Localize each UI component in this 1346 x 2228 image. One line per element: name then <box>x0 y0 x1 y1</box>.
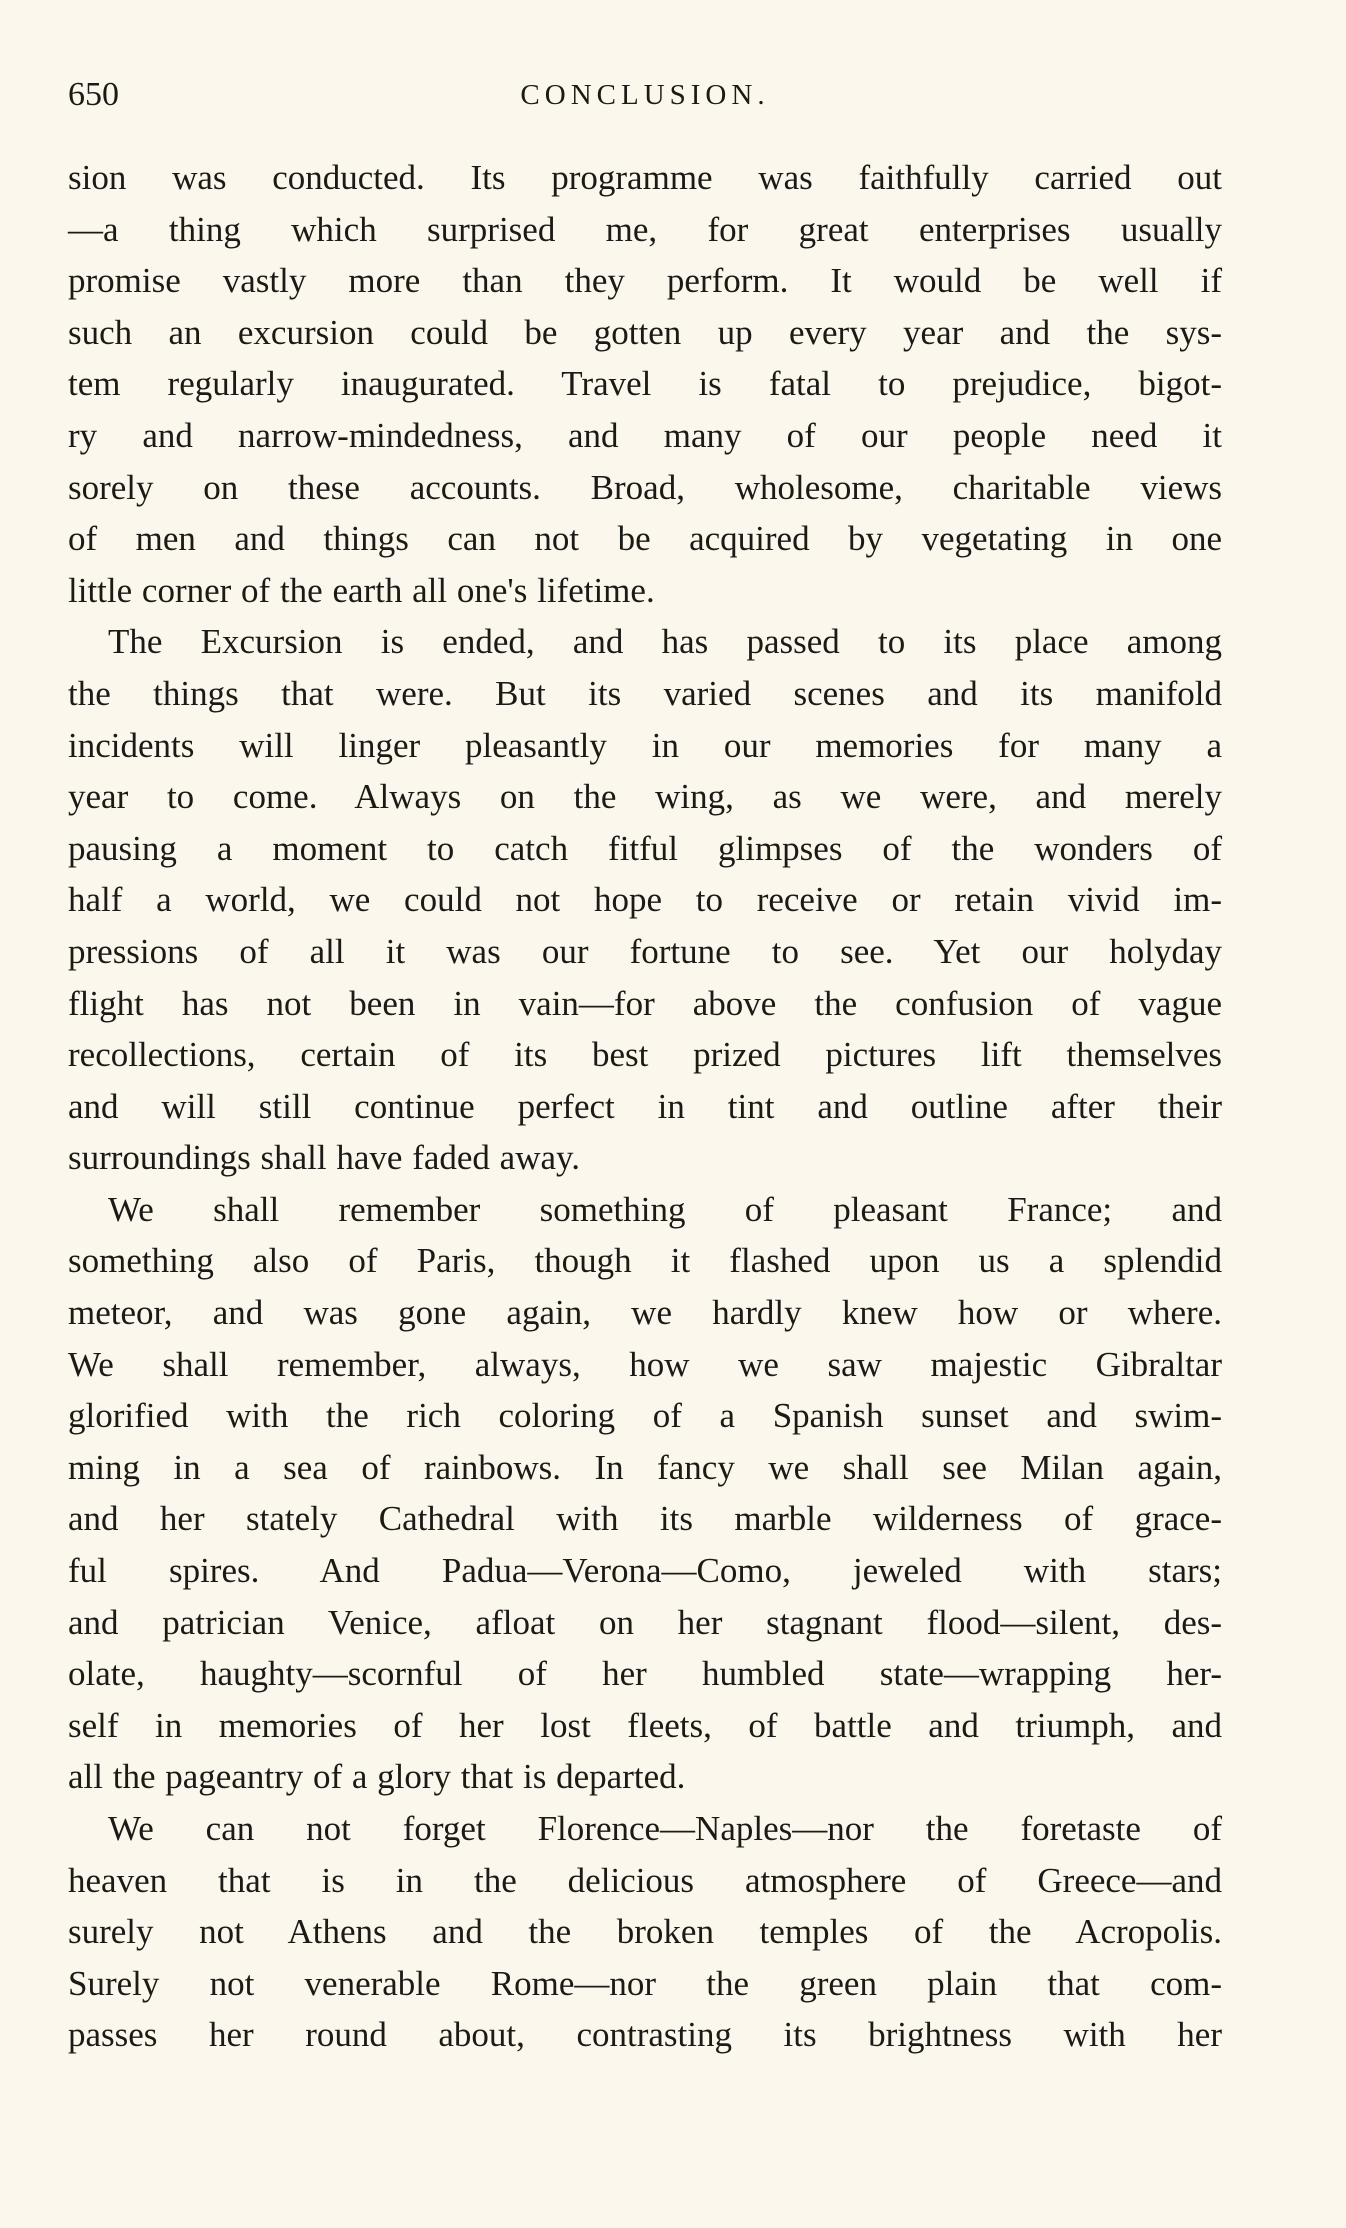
text-line: pressions of all it was our fortune to see. Yet our holyday <box>68 931 1222 971</box>
text-line: Surely not venerable Rome—nor the green plain that com- <box>68 1963 1222 2003</box>
text-line: surroundings shall have faded away. <box>68 1138 580 1178</box>
text-line: self in memories of her lost fleets, of battle and triumph, and <box>68 1705 1222 1745</box>
text-line: promise vastly more than they perform. It would be well if <box>68 261 1222 301</box>
text-line: tem regularly inaugurated. Travel is fatal to prejudice, bigot- <box>68 364 1222 404</box>
text-line: olate, haughty—scornful of her humbled state—wrapping her- <box>68 1654 1222 1694</box>
text-line: incidents will linger pleasantly in our memories for many a <box>68 725 1222 765</box>
text-line: the things that were. But its varied scenes and its manifold <box>68 673 1222 713</box>
text-line: surely not Athens and the broken temples of the Acropolis. <box>68 1912 1222 1952</box>
text-line: —a thing which surprised me, for great enterprises usually <box>68 209 1222 249</box>
text-line: meteor, and was gone again, we hardly knew how or where. <box>68 1293 1222 1333</box>
text-line: all the pageantry of a glory that is departed. <box>68 1757 686 1797</box>
running-head: CONCLUSION. <box>520 79 770 111</box>
text-line: something also of Paris, though it flashed upon us a splendid <box>68 1241 1222 1281</box>
text-line: such an excursion could be gotten up every year and the sys- <box>68 312 1222 352</box>
text-line: half a world, we could not hope to receive or retain vivid im- <box>68 880 1222 920</box>
text-line: glorified with the rich coloring of a Spanish sunset and swim- <box>68 1396 1222 1436</box>
text-line: heaven that is in the delicious atmosphere of Greece—and <box>68 1860 1222 1900</box>
body-text <box>68 152 1222 2061</box>
text-line: recollections, certain of its best prized pictures lift themselves <box>68 1035 1222 1075</box>
text-line: little corner of the earth all one's lifetime. <box>68 570 655 610</box>
text-line: and will still continue perfect in tint and outline after their <box>68 1086 1222 1126</box>
text-line: passes her round about, contrasting its brightness with her <box>68 2015 1222 2055</box>
text-line: ful spires. And Padua—Verona—Como, jeweled with stars; <box>68 1551 1222 1591</box>
text-line: ming in a sea of rainbows. In fancy we shall see Milan again, <box>68 1447 1222 1487</box>
text-line: ry and narrow-mindedness, and many of our people need it <box>68 415 1222 455</box>
text-line: and patrician Venice, afloat on her stagnant flood—silent, des- <box>68 1602 1222 1642</box>
text-line: pausing a moment to catch fitful glimpses of the wonders of <box>68 828 1222 868</box>
text-line: sion was conducted. Its programme was faithfully carried out <box>68 158 1222 197</box>
paragraph-start-line: The Excursion is ended, and has passed to its place among <box>108 622 1222 662</box>
text-line: of men and things can not be acquired by vegetating in one <box>68 519 1222 559</box>
text-line: and her stately Cathedral with its marble wilderness of grace- <box>68 1499 1222 1539</box>
text-line: flight has not been in vain—for above the confusion of vague <box>68 983 1222 1023</box>
page-header <box>68 70 1222 120</box>
paragraph-start-line: We shall remember something of pleasant France; and <box>108 1189 1222 1229</box>
page-number: 650 <box>68 76 119 113</box>
text-line: We shall remember, always, how we saw majestic Gibraltar <box>68 1344 1222 1384</box>
paragraph-start-line: We can not forget Florence—Naples—nor the foretaste of <box>108 1809 1222 1848</box>
text-line: year to come. Always on the wing, as we were, and merely <box>68 777 1222 817</box>
text-line: sorely on these accounts. Broad, wholesome, charitable views <box>68 467 1222 507</box>
